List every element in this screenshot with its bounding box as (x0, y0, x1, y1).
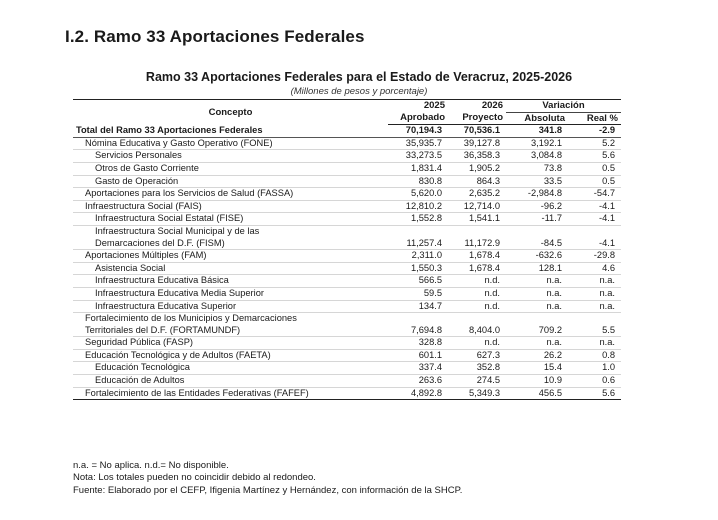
row-real: 0.8 (568, 349, 621, 362)
header-absoluta: Absoluta (506, 112, 568, 125)
row-absoluta: -632.6 (506, 250, 568, 263)
table-row (73, 262, 621, 275)
row-concept: Fortalecimiento de las Entidades Federativas (FAFEF) (73, 387, 388, 400)
row-proyecto: 11,172.9 (448, 238, 506, 250)
row-concept: Nómina Educativa y Gasto Operativo (FONE) (73, 137, 388, 150)
note-source: Fuente: Elaborado por el CEFP, Ifigenia Martínez y Hernández, con información de la SHCP. (73, 484, 463, 496)
row-concept: Educación de Adultos (73, 375, 388, 388)
table-notes (73, 460, 462, 497)
row-real (568, 225, 621, 237)
row-proyecto: 352.8 (448, 362, 506, 375)
section-title: I.2. Ramo 33 Aportaciones Federales (65, 27, 365, 46)
row-concept: Educación Tecnológica (73, 362, 388, 375)
row-absoluta: 128.1 (506, 262, 568, 275)
row-concept: Infraestructura Educativa Básica (73, 275, 388, 288)
note-abbreviations: n.a. = No aplica. n.d.= No disponible. (73, 460, 229, 471)
row-absoluta: n.a. (506, 337, 568, 350)
row-absoluta: 26.2 (506, 349, 568, 362)
table-row (73, 188, 621, 201)
row-absoluta: n.a. (506, 287, 568, 300)
header-proyecto: Proyecto (448, 112, 506, 125)
row-absoluta: 709.2 (506, 325, 568, 337)
row-absoluta: -2,984.8 (506, 188, 568, 201)
row-concept: Aportaciones para los Servicios de Salud (FASSA) (73, 188, 388, 201)
row-proyecto: 36,358.3 (448, 150, 506, 163)
row-aprobado: 566.5 (388, 275, 448, 288)
table-row (73, 287, 621, 300)
row-absoluta: -96.2 (506, 200, 568, 213)
row-real: 0.6 (568, 375, 621, 388)
header-2026: 2026 (448, 100, 506, 113)
row-concept: Infraestructura Social Municipal y de las (95, 225, 260, 236)
row-aprobado: 7,694.8 (388, 325, 448, 337)
row-proyecto: 1,541.1 (448, 213, 506, 226)
header-real: Real % (568, 112, 621, 125)
row-concept: Infraestructura Educativa Media Superior (73, 287, 388, 300)
row-absoluta: 456.5 (506, 387, 568, 400)
row-aprobado: 601.1 (388, 349, 448, 362)
row-aprobado: 59.5 (388, 287, 448, 300)
row-aprobado: 2,311.0 (388, 250, 448, 263)
row-proyecto: 39,127.8 (448, 137, 506, 150)
row-real: n.a. (568, 275, 621, 288)
table-row (73, 325, 621, 337)
row-aprobado: 4,892.8 (388, 387, 448, 400)
table-row (73, 313, 621, 325)
row-absoluta: 3,084.8 (506, 150, 568, 163)
table-row (73, 250, 621, 263)
table-row (73, 275, 621, 288)
table-row (73, 337, 621, 350)
header-concepto: Concepto (73, 100, 388, 125)
row-real: 5.6 (568, 387, 621, 400)
row-absoluta: -11.7 (506, 213, 568, 226)
table-row (73, 349, 621, 362)
row-absoluta: -84.5 (506, 238, 568, 250)
header-2025: 2025 (388, 100, 448, 113)
row-proyecto (448, 225, 506, 237)
table-row (73, 150, 621, 163)
row-concept: Total del Ramo 33 Aportaciones Federales (73, 125, 388, 138)
row-concept: Otros de Gasto Corriente (73, 162, 388, 175)
row-proyecto: 274.5 (448, 375, 506, 388)
table-title: Ramo 33 Aportaciones Federales para el Estado de Veracruz, 2025-2026 (145, 70, 573, 84)
row-real: n.a. (568, 300, 621, 313)
row-concept: Territoriales del D.F. (FORTAMUNDF) (73, 325, 388, 337)
row-aprobado: 134.7 (388, 300, 448, 313)
row-proyecto: 1,678.4 (448, 250, 506, 263)
row-proyecto: n.d. (448, 300, 506, 313)
row-concept: Seguridad Pública (FASP) (73, 337, 388, 350)
row-proyecto: 12,714.0 (448, 200, 506, 213)
row-aprobado: 830.8 (388, 175, 448, 188)
row-absoluta: 73.8 (506, 162, 568, 175)
row-proyecto: 8,404.0 (448, 325, 506, 337)
row-aprobado: 70,194.3 (388, 125, 448, 138)
table-row (73, 362, 621, 375)
row-absoluta: 3,192.1 (506, 137, 568, 150)
row-proyecto: 5,349.3 (448, 387, 506, 400)
row-proyecto (448, 313, 506, 325)
row-real: 5.2 (568, 137, 621, 150)
row-absoluta: n.a. (506, 300, 568, 313)
row-concept: Infraestructura Educativa Superior (73, 300, 388, 313)
row-real: 4.6 (568, 262, 621, 275)
row-concept: Asistencia Social (73, 262, 388, 275)
row-real: 0.5 (568, 162, 621, 175)
row-real: n.a. (568, 287, 621, 300)
row-proyecto: 70,536.1 (448, 125, 506, 138)
table-row (73, 213, 621, 226)
row-real: n.a. (568, 337, 621, 350)
table-subtitle: (Millones de pesos y porcentaje) (290, 86, 428, 97)
table-row (73, 125, 621, 138)
row-aprobado: 33,273.5 (388, 150, 448, 163)
row-absoluta: 341.8 (506, 125, 568, 138)
table-row (73, 175, 621, 188)
header-variacion: Variación (506, 100, 621, 113)
row-aprobado: 1,831.4 (388, 162, 448, 175)
row-proyecto: 1,678.4 (448, 262, 506, 275)
row-absoluta: n.a. (506, 275, 568, 288)
table-row (73, 225, 621, 237)
row-aprobado: 337.4 (388, 362, 448, 375)
row-aprobado: 1,552.8 (388, 213, 448, 226)
row-real: 5.5 (568, 325, 621, 337)
row-real: -4.1 (568, 238, 621, 250)
row-proyecto: 627.3 (448, 349, 506, 362)
row-concept: Infraestructura Social Estatal (FISE) (73, 213, 388, 226)
row-absoluta: 10.9 (506, 375, 568, 388)
row-aprobado (388, 225, 448, 237)
row-concept: Gasto de Operación (73, 175, 388, 188)
row-aprobado (388, 313, 448, 325)
row-aprobado: 11,257.4 (388, 238, 448, 250)
row-aprobado: 35,935.7 (388, 137, 448, 150)
row-proyecto: n.d. (448, 275, 506, 288)
header-aprobado: Aprobado (388, 112, 448, 125)
row-real: 5.6 (568, 150, 621, 163)
row-concept: Demarcaciones del D.F. (FISM) (73, 238, 388, 250)
row-real: -2.9 (568, 125, 621, 138)
table-row (73, 238, 621, 250)
row-concept: Fortalecimiento de los Municipios y Demarcaciones (85, 313, 297, 324)
row-concept: Infraestructura Social (FAIS) (73, 200, 388, 213)
aportaciones-table (73, 99, 621, 400)
table-row (73, 137, 621, 150)
table-row (73, 387, 621, 400)
row-real: 0.5 (568, 175, 621, 188)
row-aprobado: 5,620.0 (388, 188, 448, 201)
table-row (73, 375, 621, 388)
row-proyecto: 1,905.2 (448, 162, 506, 175)
row-absoluta: 15.4 (506, 362, 568, 375)
row-proyecto: 2,635.2 (448, 188, 506, 201)
row-proyecto: 864.3 (448, 175, 506, 188)
row-real: -54.7 (568, 188, 621, 201)
row-absoluta: 33.5 (506, 175, 568, 188)
note-rounding: Nota: Los totales pueden no coincidir debido al redondeo. (73, 472, 316, 484)
row-absoluta (506, 225, 568, 237)
row-concept: Servicios Personales (73, 150, 388, 163)
row-aprobado: 263.6 (388, 375, 448, 388)
row-real: -4.1 (568, 200, 621, 213)
row-aprobado: 12,810.2 (388, 200, 448, 213)
row-aprobado: 328.8 (388, 337, 448, 350)
table-row (73, 300, 621, 313)
row-concept: Aportaciones Múltiples (FAM) (73, 250, 388, 263)
row-absoluta (506, 313, 568, 325)
row-proyecto: n.d. (448, 337, 506, 350)
row-proyecto: n.d. (448, 287, 506, 300)
row-real: -29.8 (568, 250, 621, 263)
row-real: -4.1 (568, 213, 621, 226)
row-aprobado: 1,550.3 (388, 262, 448, 275)
row-real: 1.0 (568, 362, 621, 375)
row-real (568, 313, 621, 325)
row-concept: Educación Tecnológica y de Adultos (FAETA) (73, 349, 388, 362)
table-row (73, 200, 621, 213)
table-row (73, 162, 621, 175)
